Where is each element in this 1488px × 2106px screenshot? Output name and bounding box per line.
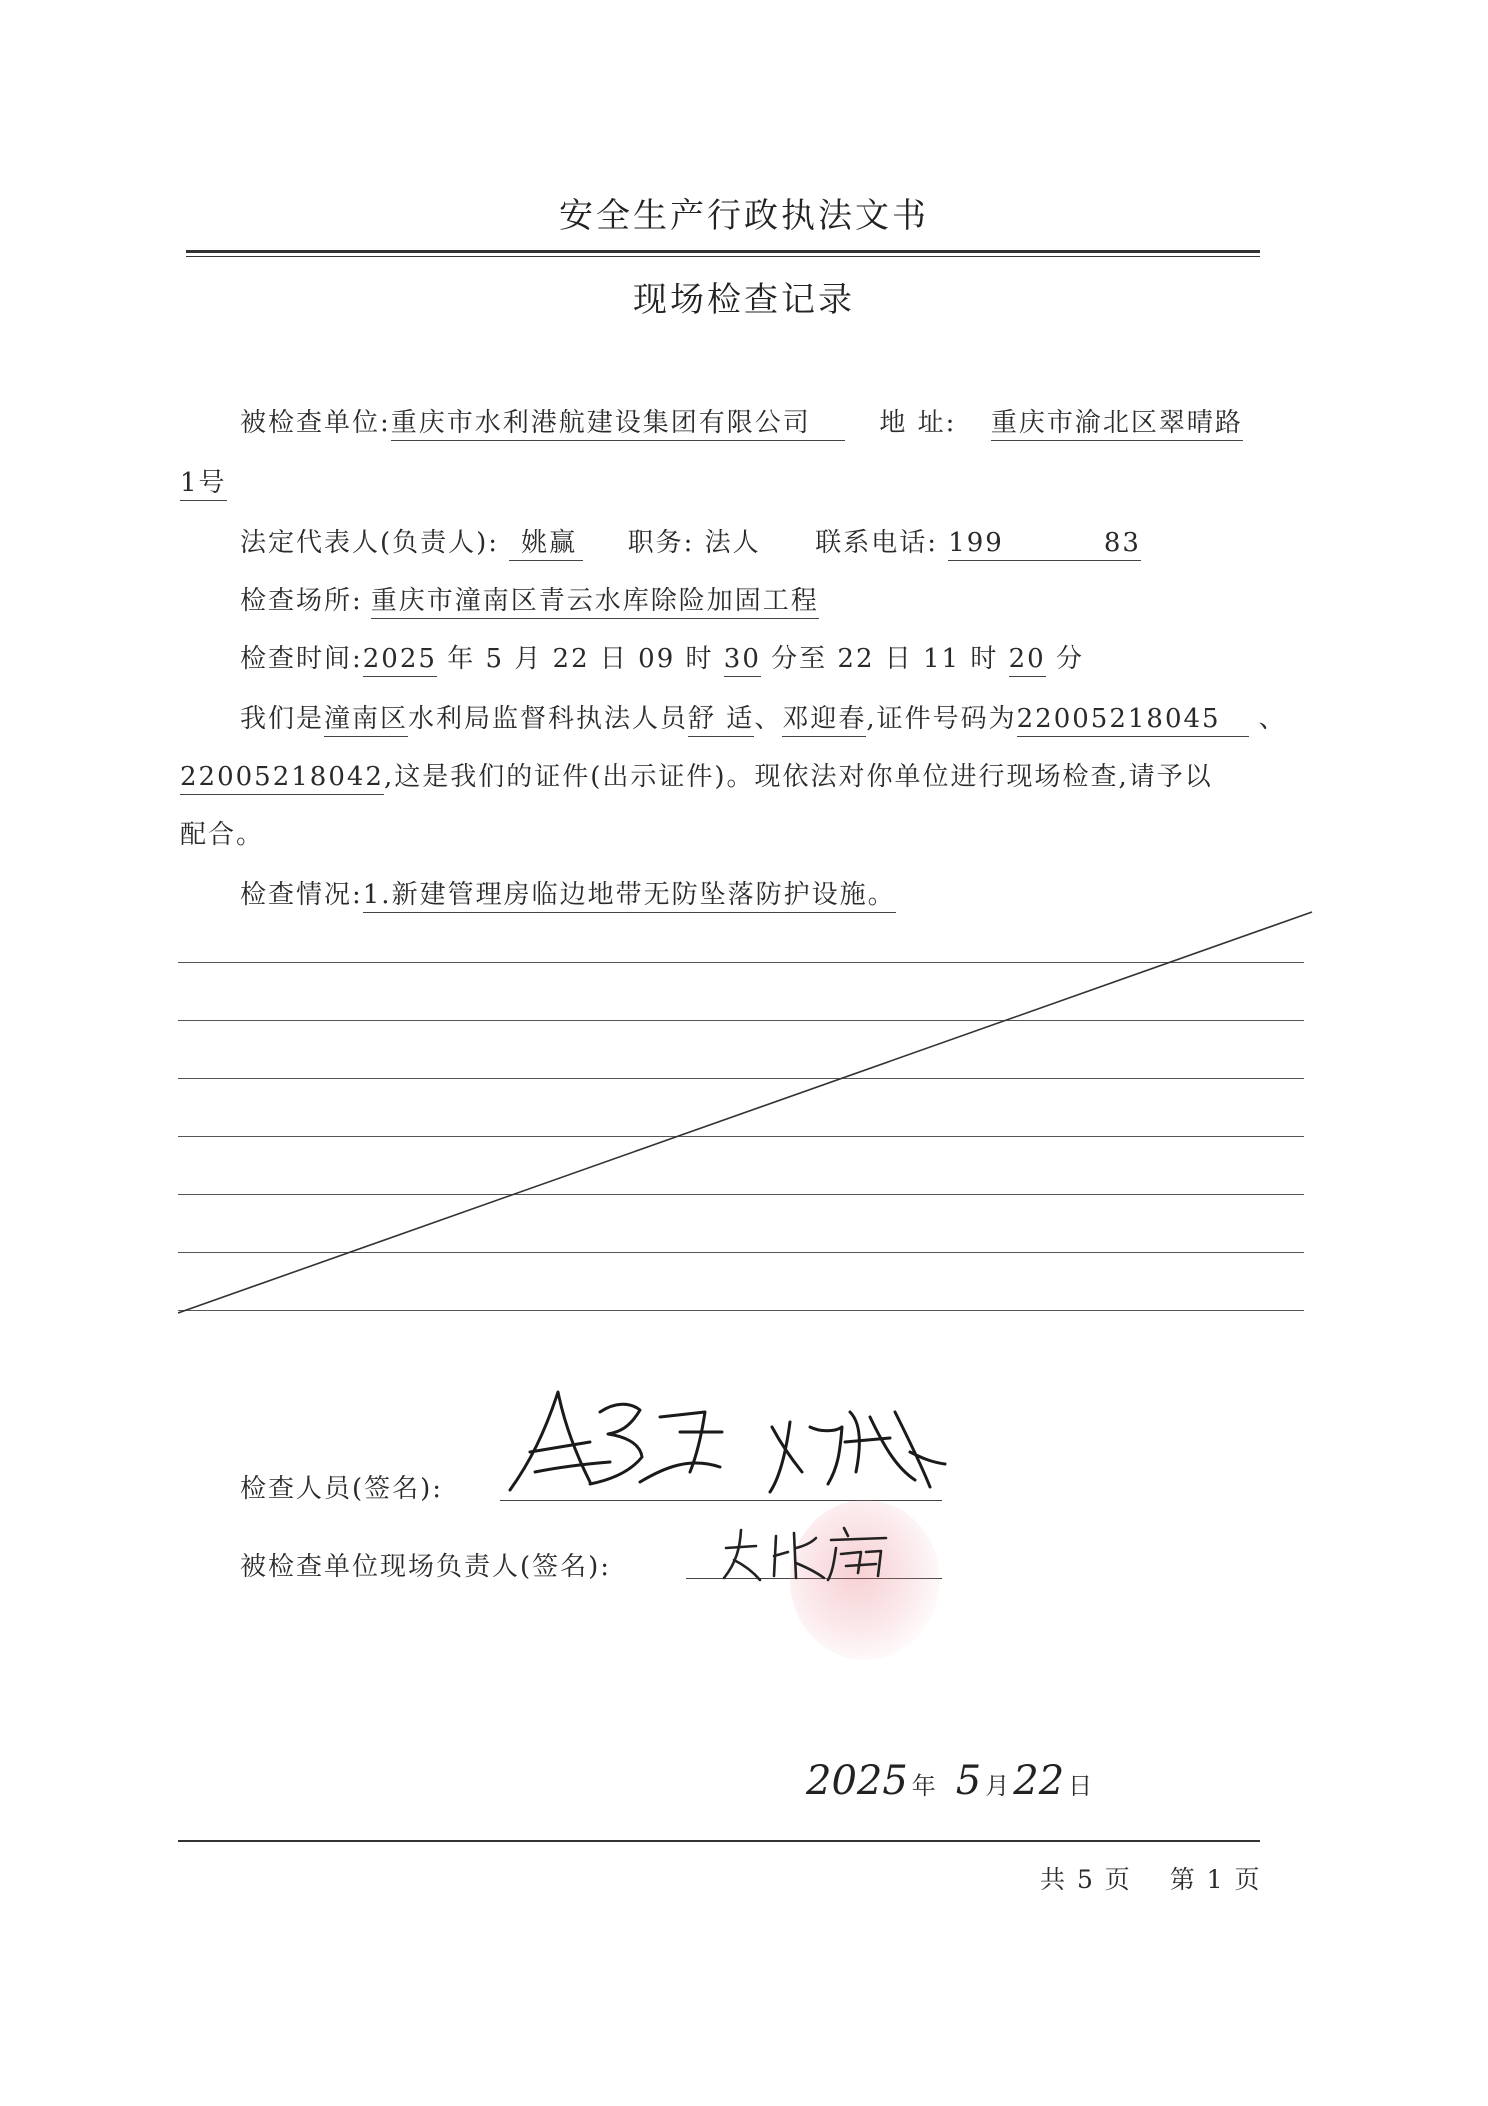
findings-label: 检查情况: xyxy=(240,880,363,910)
statement-text-2: 水利局监督科执法人员 xyxy=(408,704,689,734)
time-year: 2025 xyxy=(363,644,437,677)
time-text-2: 分至 22 日 11 时 xyxy=(771,644,999,674)
signed-date-month: 5 xyxy=(955,1758,982,1804)
statement-id-2: 22005218042 xyxy=(180,762,384,795)
inspector-signature-drawing xyxy=(490,1372,960,1512)
address-value-continued: 1号 xyxy=(180,468,227,501)
position-label: 职务: xyxy=(627,528,695,558)
statement-officer-1: 舒 适 xyxy=(688,704,754,737)
time-text-3: 分 xyxy=(1056,644,1085,674)
responsible-signature-drawing xyxy=(716,1518,906,1588)
signed-date-year: 2025 xyxy=(806,1758,908,1804)
signed-date-day-unit: 日 xyxy=(1068,1772,1093,1800)
statement-text-4: 、 xyxy=(1258,704,1287,734)
statement-text-1: 我们是 xyxy=(240,704,325,734)
inspected-unit-value: 重庆市水利港航建设集团有限公司 xyxy=(391,408,845,441)
time-minute-start: 30 xyxy=(724,644,761,677)
signed-date-month-unit: 月 xyxy=(985,1772,1010,1800)
responsible-sign-label: 被检查单位现场负责人(签名): xyxy=(240,1552,612,1582)
statement-officer-2: 邓迎春 xyxy=(782,704,866,737)
statement-text-6: 配合。 xyxy=(180,820,265,850)
statement-id-1: 22005218045 xyxy=(1017,704,1249,737)
inspectors-sign-label: 检查人员(签名): xyxy=(240,1474,444,1504)
footer-rule xyxy=(178,1840,1260,1842)
page-total: 共 5 页 xyxy=(1040,1865,1132,1894)
signed-date xyxy=(806,1758,1092,1804)
legal-rep-name: 姚赢 xyxy=(509,528,583,561)
inspection-place-value: 重庆市潼南区青云水库除险加固工程 xyxy=(371,586,819,619)
document-type-title: 安全生产行政执法文书 xyxy=(559,196,929,236)
statement-district: 潼南区 xyxy=(324,704,408,737)
inspection-time-label: 检查时间: xyxy=(240,644,363,674)
address-value: 重庆市渝北区翠晴路 xyxy=(991,408,1243,441)
inspected-unit-label: 被检查单位: xyxy=(240,408,391,438)
findings-item-1: 1.新建管理房临边地带无防坠落防护设施。 xyxy=(363,880,896,913)
form-title: 现场检查记录 xyxy=(633,280,855,320)
statement-text-5: ,这是我们的证件(出示证件)。现依法对你单位进行现场检查,请予以 xyxy=(383,762,1213,792)
phone-value: 199 83 xyxy=(948,528,1141,561)
inspection-place-label: 检查场所: xyxy=(240,586,363,616)
signed-date-year-unit: 年 xyxy=(911,1772,936,1800)
signed-date-day: 22 xyxy=(1013,1758,1065,1804)
time-minute-end: 20 xyxy=(1009,644,1046,677)
position-value: 法人 xyxy=(704,528,761,558)
page-current: 第 1 页 xyxy=(1169,1865,1262,1894)
statement-text-3: ,证件号码为 xyxy=(866,704,1017,734)
statement-separator: 、 xyxy=(754,704,783,734)
address-label: 地 址: xyxy=(879,408,957,438)
time-text-1: 年 5 月 22 日 09 时 xyxy=(447,644,714,674)
page-count xyxy=(1040,1860,1262,1896)
phone-label: 联系电话: xyxy=(815,528,938,558)
legal-rep-label: 法定代表人(负责人): xyxy=(240,528,500,558)
